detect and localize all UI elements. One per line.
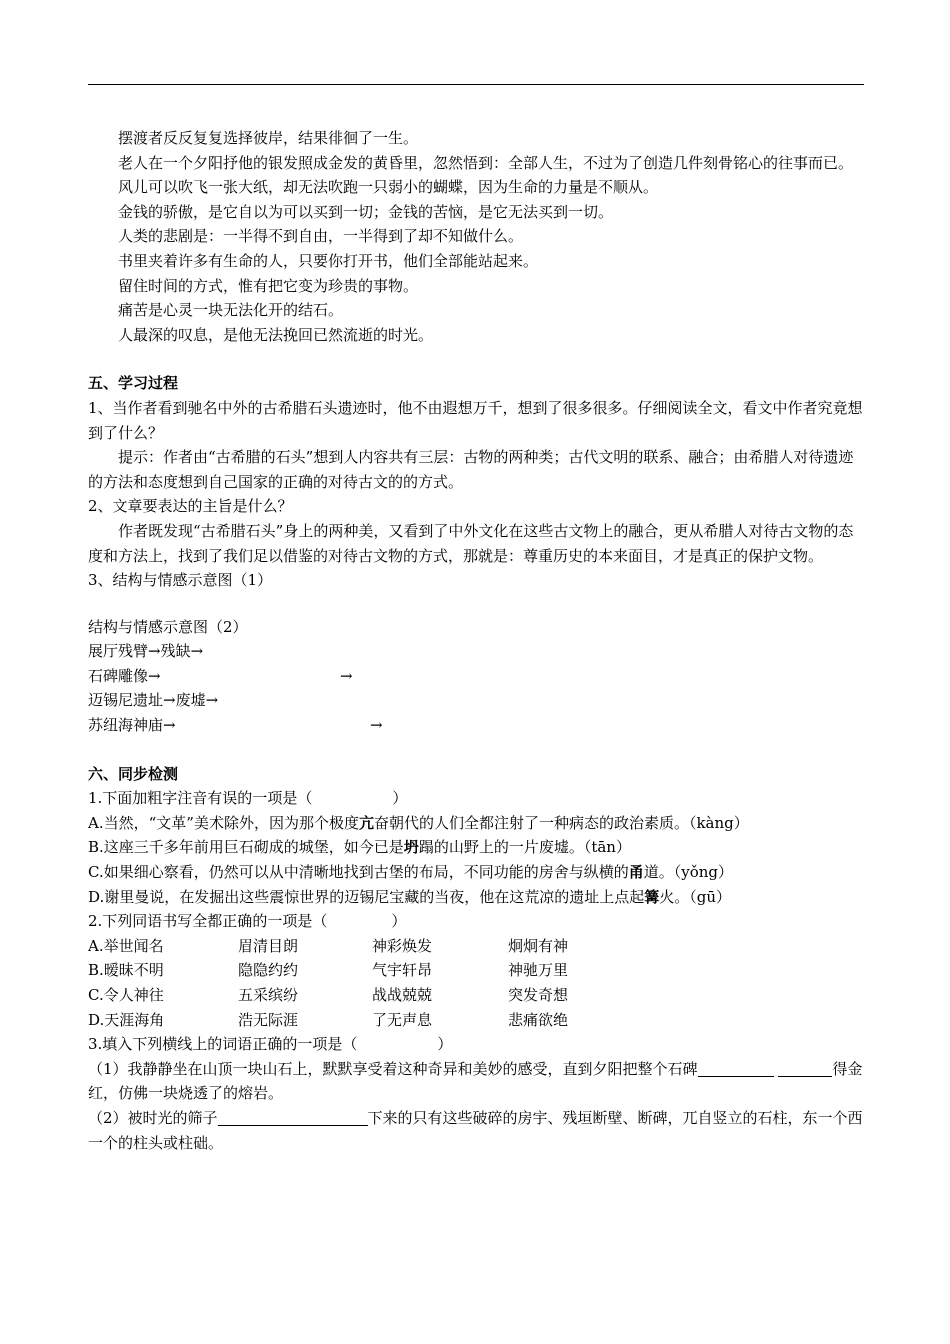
question-2-answer: 作者既发现“古希腊石头”身上的两种美，又看到了中外文化在这些古文物上的融合，更从希腊人对待古文物的态度和方法上，找到了我们足以借鉴的对待古文物的方式，那就是：尊重历史的本来面目，才是真正的保护文物。	[88, 521, 854, 565]
test-question-3	[88, 1032, 864, 1057]
option-word: 突发奇想	[508, 986, 569, 1004]
question-stem: 3.填入下列横线上的词语正确的一项是（	[88, 1035, 358, 1054]
option-word: 浩无际涯	[238, 1010, 299, 1029]
diagram-row-label: 苏纽海神庙→	[88, 716, 176, 735]
diagram-2	[88, 639, 864, 737]
option-word: 悲痛欲绝	[508, 1010, 569, 1029]
question-close: ）	[392, 789, 408, 808]
quote-line: 老人在一个夕阳抒他的银发照成金发的黄昏里，忽然悟到：全部人生，不过为了创造几件刻骨铭心的往事而已。	[118, 153, 854, 172]
option-word: 五采缤纷	[238, 986, 299, 1004]
header-rule	[88, 84, 864, 85]
option-word: 隐隐约约	[238, 961, 299, 980]
option-word: C.令人神往	[88, 986, 164, 1004]
option-text: 火。（gū）	[659, 887, 732, 906]
sentence-1	[88, 1057, 864, 1106]
sentence-2	[88, 1106, 864, 1155]
test-question-1	[88, 786, 864, 811]
option-word: 眉清目朗	[238, 936, 299, 955]
quote-line: 人最深的叹息，是他无法挽回已然流逝的时光。	[118, 325, 434, 344]
option-a	[88, 811, 864, 836]
option-row	[88, 934, 864, 959]
quote-line: 痛苦是心灵一块无法化开的结石。	[118, 301, 344, 320]
option-text: C.如果细心察看，仍然可以从中清晰地找到古堡的布局，不同功能的房舍与纵横的	[88, 863, 629, 882]
question-2: 2、文章要表达的主旨是什么？	[88, 497, 293, 516]
bold-char: 甬	[628, 863, 644, 882]
spacer	[88, 347, 864, 371]
sentence-text: 得金红，仿佛一块烧透了的熔岩。	[88, 1059, 863, 1103]
question-stem: 2.下列同语书写全都正确的一项是（	[88, 912, 328, 931]
option-c	[88, 860, 864, 885]
option-word: D.天涯海角	[88, 1010, 165, 1029]
option-word: 神驰万里	[508, 961, 569, 980]
fill-blank[interactable]	[802, 1060, 832, 1077]
diagram-row	[88, 664, 864, 689]
diagram-1-space	[88, 593, 864, 615]
arrow-icon: →	[340, 666, 353, 685]
question-close: ）	[391, 912, 407, 931]
option-text: 奋朝代的人们全都注射了一种病态的政治素质。（kàng）	[373, 813, 749, 832]
option-text: 蹋的山野上的一片废墟。（tān）	[418, 838, 631, 857]
option-d	[88, 885, 864, 910]
answer-space	[357, 1036, 437, 1052]
fill-blank[interactable]	[218, 1109, 368, 1126]
diagram-row	[88, 688, 864, 713]
option-row	[88, 958, 864, 983]
quotes-block	[88, 126, 864, 347]
answer-space	[327, 913, 391, 929]
option-word: 战战兢兢	[372, 986, 433, 1004]
quote-line: 风儿可以吹飞一张大纸，却无法吹跑一只弱小的蝴蝶，因为生命的力量是不顺从。	[118, 178, 659, 197]
diagram-row	[88, 639, 864, 664]
document-body	[88, 126, 864, 1155]
quote-line: 留住时间的方式，惟有把它变为珍贵的事物。	[118, 276, 419, 295]
diagram-row	[88, 713, 864, 738]
sentence-text: （1）我静静坐在山顶一块山石上，默默享受着这种奇异和美妙的感受，直到夕阳把整个石碑	[88, 1059, 698, 1078]
diagram-row-label: 展厅残臂→残缺→	[88, 642, 204, 661]
option-text: 道。（yǒng）	[643, 863, 734, 882]
option-text: A.当然，“文革”美术除外，因为那个极度	[88, 813, 359, 832]
sentence-text: 下来的只有这些破碎的房宇、残垣断壁、断碑，兀自竖立的石柱，东一个西一个的柱头或柱础。	[88, 1108, 863, 1152]
diagram-row-label: 石碑雕像→	[88, 666, 161, 685]
option-word: 气宇轩昂	[372, 961, 433, 980]
quote-line: 书里夹着许多有生命的人，只要你打开书，他们全部能站起来。	[118, 251, 539, 270]
diagram-2-title: 结构与情感示意图（2）	[88, 617, 248, 636]
quote-line: 人类的悲剧是：一半得不到自由，一半得到了却不知做什么。	[118, 227, 524, 246]
bold-char: 篝	[644, 887, 660, 906]
option-row	[88, 1008, 864, 1033]
option-text: D.谢里曼说，在发掘出这些震惊世界的迈锡尼宝藏的当夜，他在这荒凉的遗址上点起	[88, 887, 645, 906]
option-b	[88, 835, 864, 860]
section-title: 六、同步检测	[88, 764, 179, 783]
diagram-row-label: 迈锡尼遗址→废墟→	[88, 691, 219, 710]
question-stem: 1.下面加粗字注音有误的一项是（	[88, 789, 313, 808]
question-1-hint: 提示：作者由“古希腊的石头”想到人内容共有三层：古物的两种类；古代文明的联系、融合；由希腊人对待遗迹的方法和态度想到自己国家的正确的对待古文的的方式。	[88, 448, 854, 491]
arrow-icon: →	[370, 716, 383, 735]
bold-char: 坍	[403, 838, 419, 857]
bold-char: 亢	[358, 813, 374, 832]
fill-blank[interactable]	[778, 1060, 802, 1077]
option-word: 炯炯有神	[508, 936, 569, 955]
test-question-2	[88, 909, 864, 934]
question-1: 1、当作者看到驰名中外的古希腊石头遗迹时，他不由遐想万千，想到了很多很多。仔细阅读全文，看文中作者究竟想到了什么？	[88, 398, 863, 442]
answer-space	[312, 790, 392, 806]
option-text: B.这座三千多年前用巨石砌成的城堡，如今已是	[88, 838, 404, 857]
section-sync-test	[88, 762, 864, 1156]
sentence-text: （2）被时光的筛子	[88, 1108, 218, 1127]
section-study-process	[88, 371, 864, 737]
question-3: 3、结构与情感示意图（1）	[88, 571, 273, 590]
quote-line: 摆渡者反反复复选择彼岸，结果徘徊了一生。	[118, 129, 419, 147]
option-row	[88, 983, 864, 1008]
quote-line: 金钱的骄傲，是它自以为可以买到一切；金钱的苦恼，是它无法买到一切。	[118, 202, 614, 221]
option-word: B.暧昧不明	[88, 961, 164, 980]
option-word: A.举世闻名	[88, 936, 164, 955]
option-word: 了无声息	[372, 1010, 433, 1029]
question-close: ）	[437, 1035, 453, 1054]
section-title: 五、学习过程	[88, 374, 179, 393]
option-word: 神彩焕发	[372, 936, 433, 955]
spacer	[88, 738, 864, 762]
fill-blank[interactable]	[698, 1060, 774, 1077]
